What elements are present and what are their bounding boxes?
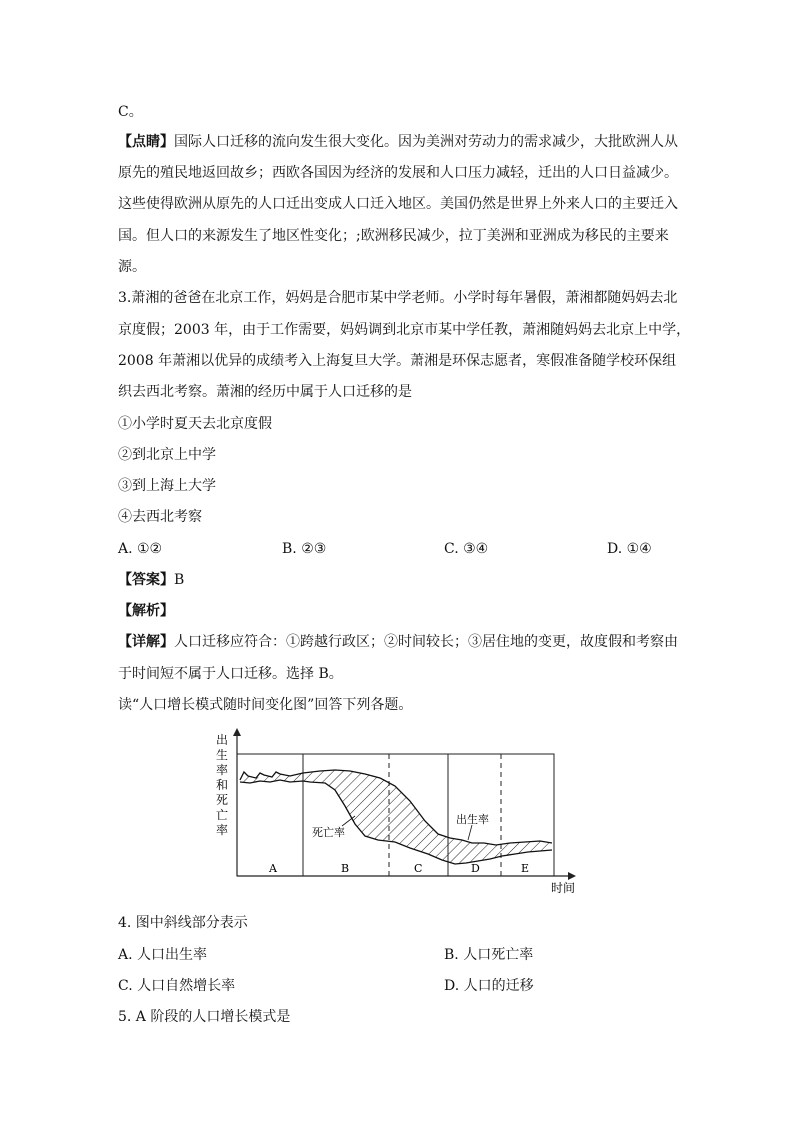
y-axis-label-char-7: 率 (216, 823, 229, 837)
answer-tag: 【答案】 (118, 572, 174, 588)
question-3-option-b: B. ②③ (282, 541, 327, 557)
question-3-item-4: ④去西北考察 (118, 509, 202, 525)
detail-line-1 (118, 632, 688, 652)
question-3-item-2: ②到北京上中学 (118, 447, 216, 463)
y-axis-label-char-4: 和 (216, 778, 229, 792)
y-axis-label-char-1: 出 (216, 733, 229, 747)
analysis-tag: 【解析】 (118, 603, 174, 619)
question-3-line-2: 京度假；2003 年，由于工作需要，妈妈调到北京市某中学任教，萧湘随妈妈去北京上中学， (118, 322, 691, 338)
stage-label-e: E (521, 862, 530, 875)
question-3-option-c: C. ③④ (444, 541, 489, 557)
question-3-option-d: D. ①④ (607, 541, 652, 557)
death-rate-label: 死亡率 (312, 826, 345, 839)
question-4-option-d: D. 人口的迁移 (444, 978, 534, 994)
tip-paragraph-line-2: 原先的殖民地返回故乡；西欧各国因为经济的发展和人口压力减轻，迁出的人口日益减少。 (118, 165, 678, 181)
question-3-line-3: 2008 年萧湘以优异的成绩考入上海复旦大学。萧湘是环保志愿者，寒假准备随学校环保组 (118, 353, 677, 369)
stage-label-c: C (414, 862, 423, 875)
tip-paragraph-line-3: 这些使得欧洲从原先的人口迁出变成人口迁入地区。美国仍然是世界上外来人口的主要迁入 (118, 196, 678, 212)
prev-answer-option: C。 (118, 104, 143, 120)
tip-paragraph-line-1 (118, 132, 688, 152)
detail-text-1: 人口迁移应符合：①跨越行政区；②时间较长；③居住地的变更，故度假和考察由 (174, 634, 678, 650)
y-axis-arrow (233, 728, 241, 736)
detail-line-2: 于时间短不属于人口迁移。选择 B。 (118, 666, 343, 682)
question-4-option-c: C. 人口自然增长率 (118, 978, 236, 994)
detail-tag: 【详解】 (118, 634, 174, 650)
birth-label-leader (468, 825, 472, 840)
y-axis-label-char-6: 亡 (216, 808, 229, 822)
birth-rate-label: 出生率 (456, 813, 489, 826)
question-3-line-4: 织去西北考察。萧湘的经历中属于人口迁移的是 (118, 384, 412, 400)
x-axis-label: 时间 (551, 881, 576, 895)
x-axis-arrow (568, 872, 576, 880)
question-3-item-1: ①小学时夏天去北京度假 (118, 416, 272, 432)
tip-tag: 【点睛】 (118, 134, 174, 150)
tip-paragraph-line-5: 源。 (118, 259, 146, 275)
question-5: 5. A 阶段的人口增长模式是 (118, 1009, 291, 1025)
stage-label-a: A (269, 862, 277, 875)
y-axis-label-char-3: 率 (216, 763, 229, 777)
question-3-line-1: 3.萧湘的爸爸在北京工作，妈妈是合肥市某中学老师。小学时每年暑假，萧湘都随妈妈去北 (118, 290, 678, 306)
answer-line (118, 570, 688, 590)
tip-paragraph-line-4: 国。但人口的来源发生了地区性变化；;欧洲移民减少，拉丁美洲和亚洲成为移民的主要来 (118, 228, 669, 244)
stage-label-b: B (341, 862, 350, 875)
y-axis-label-char-5: 死 (216, 793, 229, 807)
reading-instruction: 读“人口增长模式随时间变化图”回答下列各题。 (118, 697, 413, 713)
tip-text-1: 国际人口迁移的流向发生很大变化。因为美洲对劳动力的需求减少，大批欧洲人从 (174, 134, 678, 150)
answer-value: B (174, 572, 185, 588)
y-axis-label-char-2: 生 (216, 748, 229, 762)
stage-label-d: D (471, 862, 480, 875)
question-4-option-b: B. 人口死亡率 (444, 947, 534, 963)
question-3-item-3: ③到上海上大学 (118, 478, 216, 494)
population-growth-diagram (210, 726, 590, 896)
natural-growth-hatched-area (240, 770, 552, 864)
question-3-option-a: A. ①② (118, 541, 163, 557)
question-4: 4. 图中斜线部分表示 (118, 915, 248, 931)
question-4-option-a: A. 人口出生率 (118, 947, 208, 963)
